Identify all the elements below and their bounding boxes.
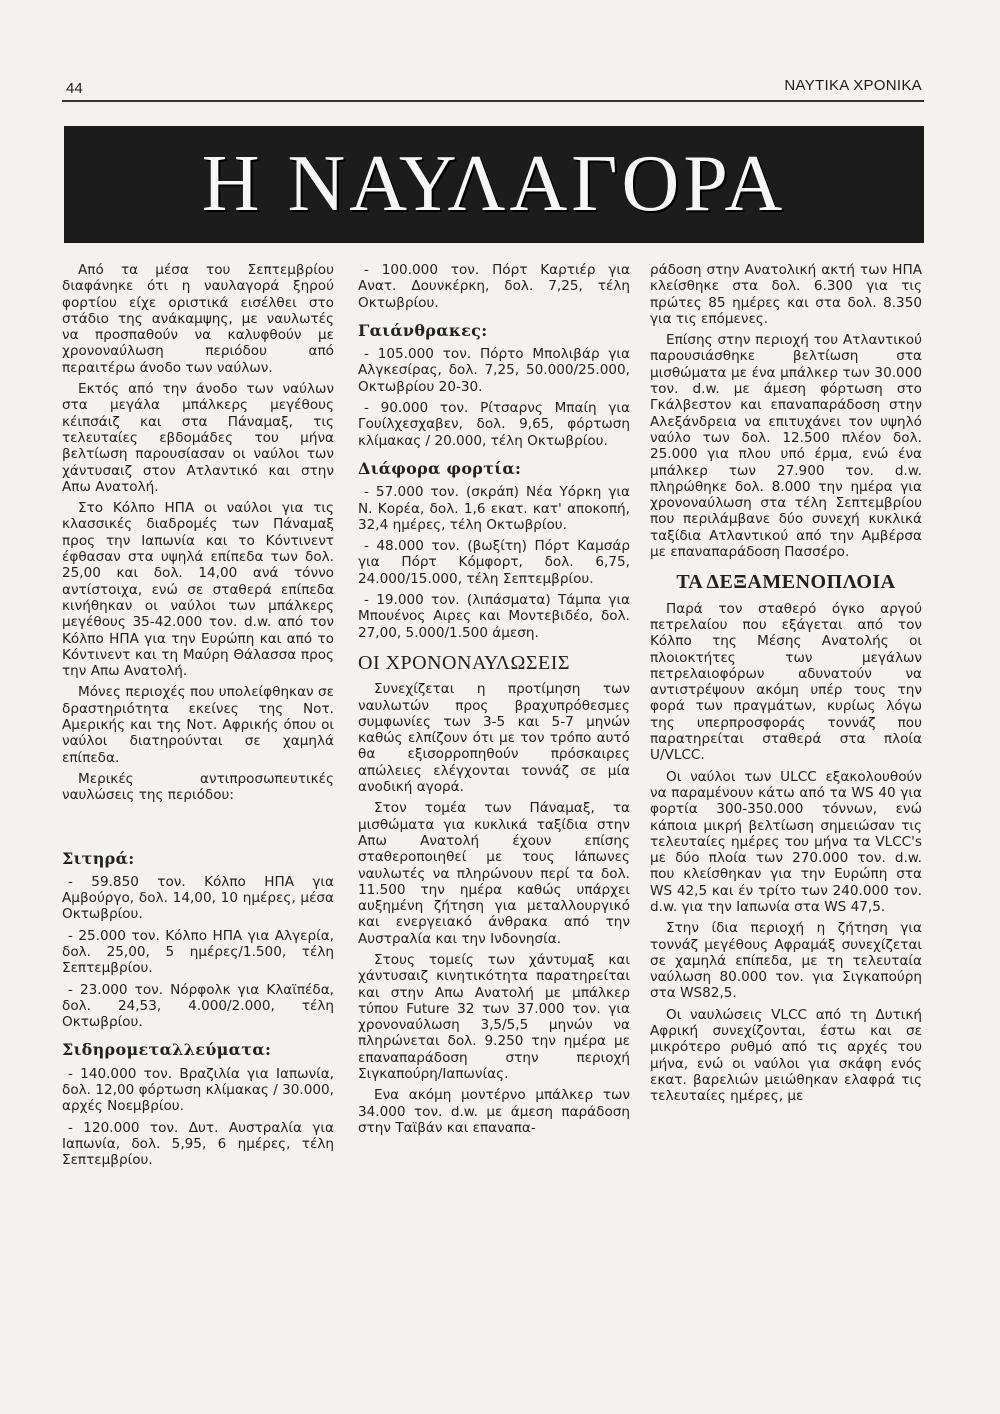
paragraph: Ενα ακόμη μοντέρνο μπάλκερ των 34.000 τον. d.w. με άμεση παράδοση στην Ταϊβάν και επαναπα- (358, 1087, 630, 1136)
misc-cargo-heading: Διάφορα φορτία: (358, 458, 522, 478)
page-number: 44 (66, 80, 83, 97)
timecharter-heading: ΟΙ ΧΡΟΝΟΝΑΥΛΩΣΕΙΣ (358, 651, 571, 674)
list-item: - 25.000 τον. Κόλπο ΗΠΑ για Αλγερία, δολ. 25,00, 5 ημέρες/1.500, τέλη Σεπτεμβρίου. (62, 927, 334, 977)
article-title: Η ΝΑΥΛΑΓΟΡΑ (201, 140, 787, 228)
column-3 (650, 262, 922, 1110)
spacer (62, 809, 334, 839)
title-banner (64, 126, 924, 243)
paragraph: Επίσης στην περιοχή του Ατλαντικού παρουσιάσθηκε βελτίωση στα μισθώματα με ένα μπάλκερ των 30.000 τον. d.w. με άμεση φόρτωση στο Γκάλβεστον και επαναπαράδοση στην Αλεξάνδρεια να επιτυχάνει τον υψηλό ναύλο των δολ. 12.500 πλέον δολ. 25.000 για πλου υπό έρμα, ενώ ένα μπάλκερ των 27.900 τον. d.w. πληρώθηκε δολ. 8.000 την ημέρα για χρονοναύλωση στα τέλη Σεπτεμβρίου που περιλάμβανε δύο συνεχή κυκλικά ταξίδια Ατλαντικού από την Αμβέρσα με επαναπαράδοση Πασσέρο. (650, 332, 922, 561)
list-item: - 105.000 τον. Πόρτο Μπολιβάρ για Αλγκεσίρας, δολ. 7,25, 50.000/25.000, Οκτωβρίου 20-30. (358, 346, 630, 395)
grain-heading: Σιτηρά: (62, 848, 135, 868)
paragraph: Μερικές αντιπροσωπευτικές ναυλώσεις της περιόδου: (62, 770, 334, 804)
paragraph: Στο Κόλπο ΗΠΑ οι ναύλοι για τις κλασσικές διαδρομές των Πάναμαξ προς την Ιαπωνία και το Κόντινεντ έφθασαν στα υψηλά επίπεδα των δολ. 25,00 και δολ. 14,00 ανά τόννο αντίστοιχα, ενώ σε σταθερά επίπεδα κινήθηκαν οι ναύλοι των μπάλκερς μεγέθους 35-42.000 τον. d.w. από τον Κόλπο ΗΠΑ για την Ευρώπη και από το Κόντινεντ και τη Μαύρη Θάλασσα προς την Απω Ανατολή. (62, 500, 334, 680)
list-item: - 19.000 τον. (λιπάσματα) Τάμπα για Μπουένος Αιρες και Μοντεβιδέο, δολ. 27,00, 5.000/1.500 άμεση. (358, 592, 630, 641)
list-item: - 57.000 τον. (σκράπ) Νέα Υόρκη για Ν. Κορέα, δολ. 1,6 εκατ. κατ' αποκοπή, 32,4 ημέρες, τέλη Οκτωβρίου. (358, 484, 630, 533)
list-item: - 140.000 τον. Βραζιλία για Ιαπωνία, δολ. 12,00 φόρτωση κλίμακας / 30.000, αρχές Νοεμβρίου. (62, 1065, 334, 1115)
list-item: - 90.000 τον. Ρίτσαρνς Μπαίη για Γουίλχεσχαβεν, δολ. 9,65, φόρτωση κλίμακας / 20.000, τέλη Οκτωβρίου. (358, 400, 630, 449)
paragraph: Εκτός από την άνοδο των ναύλων στα μεγάλα μπάλκερς μεγέθους κέιπσάιζ και στα Πάναμαξ, τις τελευταίες εβδομάδες του μήνα βελτίωση παρουσίασαν οι ναύλοι των χάντυσαιζ στον Ατλαντικό και στην Απω Ανατολή. (62, 381, 334, 495)
list-item: - 59.850 τον. Κόλπο ΗΠΑ για Αμβούργο, δολ. 14,00, 10 ημέρες, μέσα Οκτωβρίου. (62, 873, 334, 923)
paragraph: Από τα μέσα του Σεπτεμβρίου διαφάνηκε ότι η ναυλαγορά ξηρού φορτίου είχε οριστικά εισέλθει στο στάδιο της ανάκαμψης, με ναυλωτές να προσπαθούν να καλυφθούν με χρονοναύλωση περιόδου από περαιτέρω άνοδο των ναύλων. (62, 262, 334, 376)
paragraph: Οι ναυλώσεις VLCC από τη Δυτική Αφρική συνεχίζονται, έστω και σε μικρότερο ρυθμό από τις αρχές του μήνα, ενώ οι ναύλοι για σκάφη ενός εκατ. βαρελιών μειώθηκαν ελαφρά τις τελευταίες ημέρες, με (650, 1006, 922, 1105)
paragraph: ράδοση στην Ανατολική ακτή των ΗΠΑ κλείσθηκε στα δολ. 6.300 για τις πρώτες 85 ημέρες και στα δολ. 8.350 για τις επόμενες. (650, 262, 922, 327)
paragraph: Οι ναύλοι των ULCC εξακολουθούν να παραμένουν κάτω από τα WS 40 για φορτία 300-350.000 τόννων, ενώ κάποια μικρή βελτίωση σημειώσαν τις τελευταίες ημέρες του μήνα τα VLCC's με δύο πλοία των 270.000 τον. d.w. που κλείσθηκαν για την Ευρώπη στα WS 42,5 και έν τρίτο των 240.000 τον. d.w. για την Ιαπωνία στα WS 47,5. (650, 768, 922, 915)
paragraph: Συνεχίζεται η προτίμηση των ναυλωτών προς βραχυπρόθεσμες συμφωνίες των 3-5 και 5-7 μηνών καθώς ελπίζουν ότι με τον τρόπο αυτό θα εξισορροπηθούν πρόσκαιρες απώλειες ελέγχονται τοννάζ σε μία ανοδική αγορά. (358, 681, 630, 796)
tanker-heading: ΤΑ ΔΕΞΑΜΕΝΟΠΛΟΙΑ (676, 571, 896, 594)
ore-heading: Σιδηρομεταλλεύματα: (62, 1040, 272, 1060)
paragraph: Στους τομείς των χάντυμαξ και χάντυσαιζ κινητικότητα παρατηρείται και στην Απω Ανατολή με μπάλκερ τύπου Future 32 των 37.000 τον. για χρονοναύλωση 3,5/5,5 μηνών να πληρώνεται δολ. 9.250 την ημέρα με επαναπαράδοση στην περιοχή Σιγκαπούρη/Ιαπωνίας. (358, 951, 630, 1083)
column-2 (358, 262, 630, 1141)
paragraph: Στην ίδια περιοχή η ζήτηση για τοννάζ μεγέθους Αφραμάξ συνεχίζεται σε χαμηλά επίπεδα, με τη τελευταία ναύλωση 80.000 τον. για Σιγκαπούρη στα WS82,5. (650, 920, 922, 1002)
paragraph: Παρά τον σταθερό όγκο αργού πετρελαίου που εξάγεται από τον Κόλπο της Μέσης Ανατολής οι πλοιοκτήτες των μεγάλων πετρελαιοφόρων αδυνατούν να αντιστρέψουν ακόμη υπέρ τους την φορά των πραγμάτων, κυρίως λόγω της υπερπροσφοράς τοννάζ που παρατηρείται σταθερά στα πλοία U/VLCC. (650, 600, 922, 764)
column-1 (62, 262, 334, 1174)
list-item: - 100.000 τον. Πόρτ Καρτιέρ για Ανατ. Δουνκέρκη, δολ. 7,25, τέλη Οκτωβρίου. (358, 262, 630, 311)
paragraph: Στον τομέα των Πάναμαξ, τα μισθώματα για κυκλικά ταξίδια στην Απω Ανατολή έχουν επίσης σταθεροποιηθεί με τους Ιάπωνες ναυλωτές να πληρώνουν περί τα δολ. 11.500 την ημέρα καθώς υπάρχει αυξημένη ζήτηση για μεταλλουργικό και ενεργειακό άνθρακα από την Αυστραλία και την Ινδονησία. (358, 800, 630, 947)
paragraph: Μόνες περιοχές που υπολείφθηκαν σε δραστηριότητα εκείνες της Νοτ. Αμερικής και της Νοτ. Αφρικής όπου οι ναύλοι διατηρούνται σε χαμηλά επίπεδα. (62, 684, 334, 766)
list-item: - 23.000 τον. Νόρφολκ για Κλαϊπέδα, δολ. 24,53, 4.000/2.000, τέλη Οκτωβρίου. (62, 981, 334, 1031)
header-rule (62, 100, 924, 102)
list-item: - 48.000 τον. (βωξίτη) Πόρτ Καμσάρ για Πόρτ Κόμφορτ, δολ. 6,75, 24.000/15.000, τέλη Σεπτεμβρίου. (358, 538, 630, 587)
journal-title: ΝΑΥΤΙΚΑ ΧΡΟΝΙΚΑ (784, 77, 922, 94)
list-item: - 120.000 τον. Δυτ. Αυστραλία για Ιαπωνία, δολ. 5,95, 6 ημέρες, τέλη Σεπτεμβρίου. (62, 1119, 334, 1169)
coal-heading: Γαιάνθρακες: (358, 320, 488, 340)
